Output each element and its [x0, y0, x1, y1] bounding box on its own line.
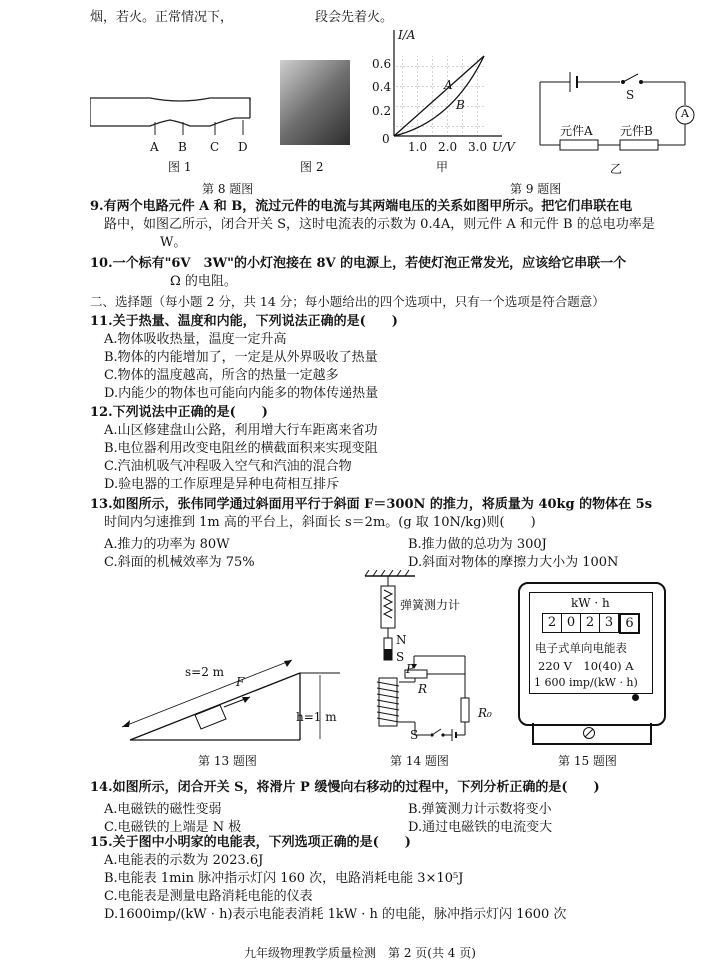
- q11-option-b: B.物体的内能增加了，一定是从外界吸收了热量: [104, 350, 378, 365]
- q12-option-b: B.电位器利用改变电阻丝的横截面积来实现变阻: [104, 441, 378, 456]
- fig1-caption: 图 1: [168, 160, 192, 174]
- q12-option-a: A.山区修建盘山公路，利用增大行车距离来省功: [104, 423, 378, 438]
- q11-stem: 11.关于热量、温度和内能，下列说法正确的是( ): [90, 314, 398, 329]
- q13-option-b: B.推力做的总功为 300J: [408, 537, 547, 552]
- q9-figure-caption: 第 9 题图: [510, 182, 562, 196]
- q13-option-c: C.斜面的机械效率为 75%: [104, 555, 255, 570]
- graph-x-tick: 2.0: [438, 140, 458, 154]
- circuit-q9-element-a: 元件A: [560, 124, 593, 138]
- fig15-counter: [542, 613, 640, 634]
- fig15-caption: 第 15 题图: [558, 754, 617, 768]
- circuit-q9-element-b: 元件B: [620, 124, 653, 138]
- fig2-photo: [280, 60, 350, 145]
- circuit-q9: [535, 60, 695, 160]
- q12-stem: 12.下列说法中正确的是( ): [90, 405, 268, 420]
- fig15-constant: 1 600 imp/(kW · h): [534, 676, 638, 689]
- q8-tail-text-2: 段会先着火。: [315, 10, 394, 25]
- graph-x-tick: 3.0: [468, 140, 488, 154]
- fig2-caption: 图 2: [300, 160, 324, 174]
- circuit-q9-ammeter-label: A: [681, 107, 689, 120]
- graph-y-tick: 0.4: [372, 80, 392, 94]
- q11-option-c: C.物体的温度越高，所含的热量一定越多: [104, 368, 339, 383]
- fig15-digit: 3: [600, 613, 619, 633]
- page-footer: 九年级物理教学质量检测 第 2 页(共 4 页): [244, 946, 476, 960]
- fig1-label-b: B: [178, 140, 187, 154]
- fig13-f-label: F: [236, 675, 245, 689]
- fig14-s-pole: S: [396, 650, 405, 664]
- graph-x-axis-label: U/V: [492, 140, 515, 154]
- q15-option-a: A.电能表的示数为 2023.6J: [104, 853, 264, 868]
- fig1-label-d: D: [238, 140, 248, 154]
- graph-x-tick: 1.0: [408, 140, 428, 154]
- q8-figure-caption: 第 8 题图: [202, 182, 254, 196]
- graph-curve-a-label: A: [444, 78, 453, 92]
- q9-line-2: 路中，如图乙所示，闭合开关 S，这时电流表的示数为 0.4A，则元件 A 和元件 B 的总电功率是: [104, 217, 655, 232]
- graph-y-tick: 0.2: [372, 104, 392, 118]
- q12-option-d: D.验电器的工作原理是异种电荷相互排斥: [104, 477, 340, 492]
- fig14-switch-label: S: [410, 728, 419, 742]
- fig15-digit: 0: [562, 613, 581, 633]
- q14-stem: 14.如图所示，闭合开关 S，将滑片 P 缓慢向右移动的过程中，下列分析正确的是( ): [90, 780, 600, 795]
- graph-y-tick: 0.6: [372, 57, 392, 71]
- fig13-incline: [120, 635, 350, 750]
- fig15-rating: 220 V 10(40) A: [538, 659, 634, 673]
- q10-line-1: 10.一个标有"6V 3W"的小灯泡接在 8V 的电源上，若使灯泡正常发光，应该给它串联一个: [90, 256, 627, 271]
- fig15-pulse-led-icon: [632, 694, 639, 701]
- fig14-caption: 第 14 题图: [390, 754, 449, 768]
- q13-line-1: 13.如图所示，张伟同学通过斜面用平行于斜面 F＝300N 的推力，将质量为 40kg 的物体在 5s: [90, 497, 653, 512]
- q12-option-c: C.汽油机吸气冲程吸入空气和汽油的混合物: [104, 459, 352, 474]
- fig15-digit: 2: [581, 613, 600, 633]
- q8-tail-text: 烟，若火。正常情况下，: [90, 10, 234, 25]
- q14-option-d: D.通过电磁铁的电流变大: [408, 820, 553, 835]
- fig15-digit: 2: [542, 613, 562, 633]
- q15-option-c: C.电能表是测量电路消耗电能的仪表: [104, 889, 313, 904]
- circuit-q9-switch-label: S: [626, 88, 635, 102]
- fig15-digit-decimal: 6: [619, 613, 640, 634]
- q14-option-b: B.弹簧测力计示数将变小: [408, 802, 552, 817]
- fig15-unit: kW · h: [571, 596, 610, 610]
- fig13-h-label: h=1 m: [296, 710, 337, 724]
- fig14-r0-label: R₀: [478, 706, 492, 720]
- graph-caption: 甲: [436, 160, 449, 174]
- q9-line-1: 9.有两个电路元件 A 和 B，流过元件的电流与其两端电压的关系如图甲所示。把它们串联在电: [90, 199, 633, 214]
- graph-origin: 0: [382, 132, 390, 146]
- circuit-q9-caption: 乙: [610, 162, 623, 176]
- fig13-caption: 第 13 题图: [198, 754, 257, 768]
- q9-line-3: W。: [160, 235, 187, 250]
- fig14-p-label: P: [406, 662, 415, 676]
- fig15-screw-icon: [582, 726, 596, 740]
- q13-line-2: 时间内匀速推到 1m 高的平台上，斜面长 s＝2m。(g 取 10N/kg)则( ): [104, 515, 536, 530]
- section-2-heading: 二、选择题（每小题 2 分，共 14 分；每小题给出的四个选项中，只有一个选项是符合题意）: [90, 294, 605, 309]
- q14-option-c: C.电磁铁的上端是 N 极: [104, 820, 242, 835]
- fig13-s-label: s=2 m: [185, 665, 225, 679]
- fig14-n-pole: N: [396, 633, 407, 647]
- fig1-label-a: A: [150, 140, 159, 154]
- q15-stem: 15.关于图中小明家的电能表，下列选项正确的是( ): [90, 835, 411, 850]
- graph-y-axis-label: I/A: [398, 28, 416, 42]
- q15-option-b: B.电能表 1min 脉冲指示灯闪 160 次，电路消耗电能 3×10⁵J: [104, 871, 464, 886]
- fig15-name: 电子式单向电能表: [535, 641, 627, 655]
- fig1-label-c: C: [210, 140, 220, 154]
- q11-option-a: A.物体吸收热量，温度一定升高: [104, 332, 287, 347]
- q14-option-a: A.电磁铁的磁性变弱: [104, 802, 222, 817]
- graph-curve-b-label: B: [456, 98, 465, 112]
- q15-option-d: D.1600imp/(kW · h)表示电能表消耗 1kW · h 的电能，脉冲指示灯闪 1600 次: [104, 907, 567, 922]
- q10-line-2: Ω 的电阻。: [170, 274, 237, 289]
- fig14-r-label: R: [418, 682, 428, 696]
- q13-option-a: A.推力的功率为 80W: [104, 537, 230, 552]
- fig14-spring-label: 弹簧测力计: [400, 598, 461, 612]
- q11-option-d: D.内能少的物体也可能向内能多的物体传递热量: [104, 386, 379, 401]
- q13-option-d: D.斜面对物体的摩擦力大小为 100N: [408, 555, 619, 570]
